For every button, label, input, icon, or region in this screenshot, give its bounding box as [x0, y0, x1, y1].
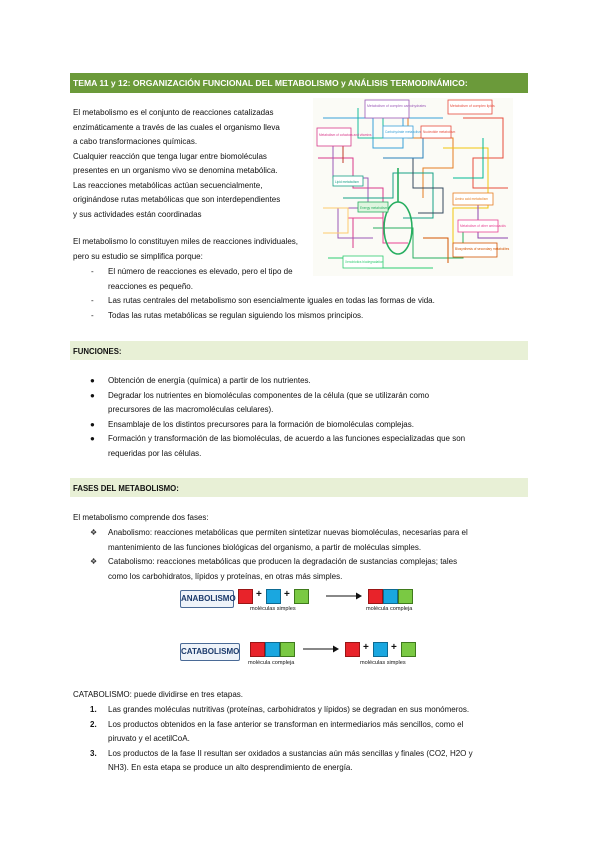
list-item: como los carbohidratos, lípidos y proteínas, en otras más simples.	[108, 571, 343, 581]
map-label: Metabolism of complex carbohydrates	[367, 104, 426, 108]
section-title: FUNCIONES:	[73, 347, 122, 356]
caption: moléculas simples	[250, 606, 296, 612]
green-molecule	[280, 642, 295, 657]
caption: moléculas simples	[360, 660, 406, 666]
plus-sign: +	[363, 642, 369, 653]
plus-sign: +	[391, 642, 397, 653]
plus-sign: +	[284, 589, 290, 600]
page-title: TEMA 11 y 12: ORGANIZACIÓN FUNCIONAL DEL METABOLISMO y ANÁLISIS TERMODINÁMICO:	[73, 78, 468, 88]
intro-line: originándose rutas metabólicas que son interdependientes	[73, 195, 281, 204]
catabolismo-label: CATABOLISMO	[180, 643, 240, 661]
intro-line: enzimáticamente a través de las cuales el organismo lleva	[73, 122, 280, 132]
map-label: Metabolism of complex lipids	[450, 104, 495, 108]
list-item: precursores de las macromoléculas celulares).	[108, 405, 274, 414]
map-label: Metabolism of other amino acids	[460, 224, 506, 228]
diamond-marker: ❖	[90, 557, 98, 566]
definition: : reacciones metabólicas que permiten sintetizar nuevas biomoléculas, necesarias para el	[149, 528, 468, 537]
intro-line: y sus actividades están coordinadas	[73, 209, 202, 219]
caption: molécula compleja	[366, 606, 413, 612]
blue-molecule	[266, 589, 281, 604]
intro-line: a cabo transformaciones químicas.	[73, 137, 198, 146]
intro-line: El metabolismo es el conjunto de reacciones catalizadas	[73, 108, 274, 117]
map-label: Lipid metabolism	[335, 180, 359, 184]
green-molecule	[294, 589, 309, 604]
list-item: NH3). En esta etapa se produce un alto desprendimiento de energía.	[108, 763, 353, 772]
map-label: Metabolism of cofactors and vitamins	[319, 133, 372, 137]
list-item: Las grandes moléculas nutritivas (proteínas, carbohidratos y lípidos) se degradan en sus monómeros.	[108, 705, 470, 714]
section-header-fases	[70, 478, 528, 497]
simplify-line: El metabolismo lo constituyen miles de reacciones individuales,	[73, 237, 298, 246]
simplify-line: pero su estudio se simplifica porque:	[73, 251, 203, 261]
intro-line: presentes en un organismo vivo se denomina metabólica.	[73, 166, 278, 175]
catabolismo-heading: CATABOLISMO: puede dividirse en tres etapas.	[73, 690, 244, 699]
intro-line: Cualquier reacción que tenga lugar entre biomoléculas	[73, 151, 267, 161]
metabolic-pathways-map	[313, 98, 513, 276]
list-item	[108, 555, 457, 570]
fases-intro: El metabolismo comprende dos fases:	[73, 513, 209, 522]
dash-marker: -	[91, 310, 94, 320]
bullet-marker: ●	[90, 376, 95, 385]
list-item: requeridas por las células.	[108, 448, 202, 458]
list-item: Los productos de la fase II resultan ser oxidados a sustancias aún más sencillas y finales (CO2, H2O y	[108, 748, 473, 758]
list-item: Degradar los nutrientes en biomoléculas componentes de la célula (que se utilizarán como	[108, 390, 430, 400]
bullet-marker: ●	[90, 390, 95, 400]
list-item: Todas las rutas metabólicas se regulan siguiendo los mismos principios.	[108, 310, 364, 320]
map-label: Energy metabolism	[360, 206, 388, 210]
list-item: Formación y transformación de las biomoléculas, de acuerdo a las funciones especializadas que son	[108, 434, 466, 443]
title-bar	[70, 73, 528, 93]
list-item: El número de reacciones es elevado, pero el tipo de	[108, 267, 293, 276]
list-item: Ensamblaje de los distintos precursores para la formación de biomoléculas complejas.	[108, 419, 414, 429]
step-number: 3.	[90, 748, 97, 758]
step-number: 2.	[90, 719, 97, 729]
map-label: Nucleotide metabolism	[423, 130, 456, 134]
list-item: mantenimiento de las funciones biológicas del organismo, a partir de moléculas simples.	[108, 542, 422, 552]
blue-molecule	[265, 642, 280, 657]
map-label: Carbohydrate metabolism	[385, 130, 422, 134]
list-item: Las rutas centrales del metabolismo son esencialmente iguales en todas las formas de vida.	[108, 296, 435, 305]
map-label: Amino acid metabolism	[455, 197, 488, 201]
blue-molecule	[373, 642, 388, 657]
list-item: reacciones es pequeño.	[108, 281, 193, 291]
definition: : reacciones metabólicas que producen la degradación de sustancias complejas; tales	[152, 557, 458, 566]
term-catabolismo: Catabolismo	[108, 557, 153, 566]
list-item: Los productos obtenidos en la fase anterior se transforman en intermediarios más sencillos, como el	[108, 719, 464, 729]
bullet-marker: ●	[90, 434, 95, 443]
red-molecule	[238, 589, 253, 604]
term-anabolismo: Anabolismo	[108, 528, 150, 537]
map-label: Xenobiotics biodegradation	[345, 260, 384, 264]
section-title: FASES DEL METABOLISMO:	[73, 484, 179, 493]
dash-marker: -	[91, 296, 94, 305]
blue-molecule	[383, 589, 398, 604]
red-molecule	[345, 642, 360, 657]
step-number: 1.	[90, 705, 97, 714]
anabolismo-label: ANABOLISMO	[180, 590, 234, 608]
diamond-marker: ❖	[90, 528, 98, 537]
arrow-icon	[326, 591, 362, 601]
list-item: piruvato y el acetilCoA.	[108, 734, 190, 743]
green-molecule	[398, 589, 413, 604]
red-molecule	[250, 642, 265, 657]
intro-line: Las reacciones metabólicas actúan secuencialmente,	[73, 180, 263, 190]
map-label: Biosynthesis of secondary metabolites	[455, 247, 510, 251]
plus-sign: +	[256, 589, 262, 600]
bullet-marker: ●	[90, 419, 95, 429]
list-item: Obtención de energía (química) a partir de los nutrientes.	[108, 376, 311, 385]
red-molecule	[368, 589, 383, 604]
arrow-icon	[303, 644, 339, 654]
green-molecule	[401, 642, 416, 657]
caption: molécula compleja	[248, 660, 295, 666]
list-item	[108, 526, 468, 541]
section-header-funciones	[70, 341, 528, 360]
dash-marker: -	[91, 267, 94, 276]
